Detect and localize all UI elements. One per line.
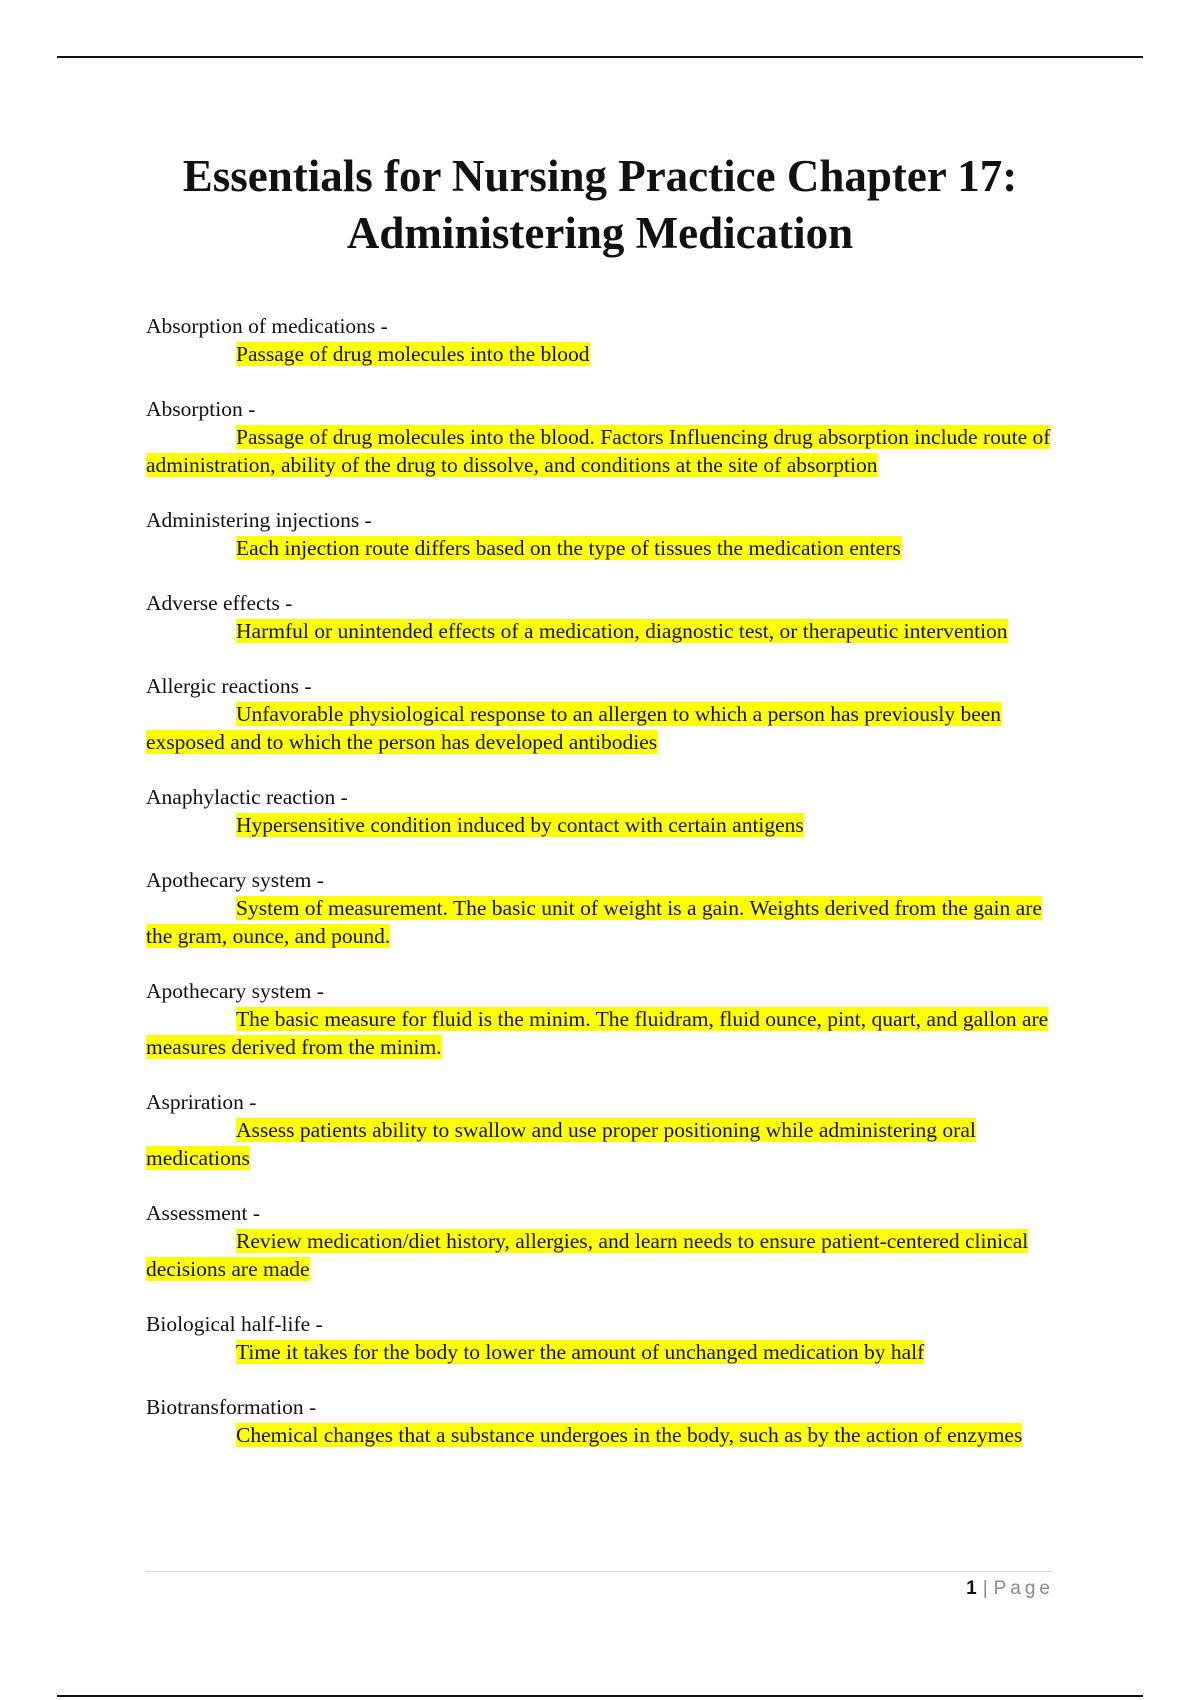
entry-definition bbox=[146, 340, 1056, 368]
entry-definition bbox=[146, 700, 1056, 756]
glossary-entry bbox=[146, 783, 1056, 839]
entry-definition bbox=[146, 1116, 1056, 1172]
page-label: Page bbox=[993, 1578, 1054, 1599]
footer-divider bbox=[146, 1571, 1053, 1572]
entry-definition bbox=[146, 617, 1056, 645]
entry-term: Apothecary system - bbox=[146, 979, 324, 1003]
glossary-entry bbox=[146, 866, 1056, 950]
title-line-2: Administering Medication bbox=[346, 208, 854, 258]
entry-definition bbox=[146, 894, 1056, 950]
definition-highlight: Assess patients ability to swallow and use proper positioning while administering oral medications bbox=[146, 1118, 976, 1170]
page-number: 1 bbox=[966, 1578, 977, 1599]
definition-highlight: Harmful or unintended effects of a medication, diagnostic test, or therapeutic intervention bbox=[236, 619, 1008, 643]
glossary-entry bbox=[146, 506, 1056, 562]
glossary-entry bbox=[146, 1393, 1056, 1449]
definition-highlight: Hypersensitive condition induced by contact with certain antigens bbox=[236, 813, 804, 837]
entry-term: Apothecary system - bbox=[146, 868, 324, 892]
top-rule bbox=[57, 56, 1143, 58]
footer-separator: | bbox=[982, 1578, 988, 1599]
entry-term: Adverse effects - bbox=[146, 591, 293, 615]
entry-term: Allergic reactions - bbox=[146, 674, 312, 698]
entry-definition bbox=[146, 811, 1056, 839]
entry-definition bbox=[146, 1421, 1056, 1449]
definition-highlight: Time it takes for the body to lower the amount of unchanged medication by half bbox=[236, 1340, 925, 1364]
definition-highlight: Unfavorable physiological response to an allergen to which a person has previously been exsposed and to which the person has developed antibodies bbox=[146, 702, 1002, 754]
glossary-entry bbox=[146, 1088, 1056, 1172]
glossary-entry bbox=[146, 672, 1056, 756]
definition-highlight: Passage of drug molecules into the blood. Factors Influencing drug absorption include route of administration, ability of the drug to dissolve, and conditions at the site of absorption bbox=[146, 425, 1051, 477]
bottom-rule bbox=[57, 1695, 1143, 1697]
entry-definition bbox=[146, 423, 1056, 479]
glossary-entry bbox=[146, 977, 1056, 1061]
entry-term: Assessment - bbox=[146, 1201, 261, 1225]
page-title bbox=[100, 148, 1100, 262]
glossary-entry bbox=[146, 1310, 1056, 1366]
entry-definition bbox=[146, 1005, 1056, 1061]
entry-definition bbox=[146, 1227, 1056, 1283]
glossary-entry bbox=[146, 1199, 1056, 1283]
entry-term: Administering injections - bbox=[146, 508, 372, 532]
page-footer bbox=[966, 1577, 1054, 1601]
glossary-entry bbox=[146, 312, 1056, 368]
glossary-entry bbox=[146, 589, 1056, 645]
definition-highlight: The basic measure for fluid is the minim. The fluidram, fluid ounce, pint, quart, and gallon are measures derived from the minim. bbox=[146, 1007, 1049, 1059]
glossary-entry bbox=[146, 395, 1056, 479]
definition-highlight: Review medication/diet history, allergies, and learn needs to ensure patient-centered clinical decisions are made bbox=[146, 1229, 1029, 1281]
title-line-1: Essentials for Nursing Practice Chapter 17: bbox=[182, 151, 1018, 201]
definition-highlight: Passage of drug molecules into the blood bbox=[236, 342, 590, 366]
definition-highlight: Each injection route differs based on the type of tissues the medication enters bbox=[236, 536, 901, 560]
glossary-list bbox=[146, 312, 1056, 1476]
entry-definition bbox=[146, 534, 1056, 562]
definition-highlight: Chemical changes that a substance undergoes in the body, such as by the action of enzymes bbox=[236, 1423, 1023, 1447]
entry-term: Absorption of medications - bbox=[146, 314, 388, 338]
entry-term: Absorption - bbox=[146, 397, 256, 421]
entry-definition bbox=[146, 1338, 1056, 1366]
entry-term: Anaphylactic reaction - bbox=[146, 785, 348, 809]
entry-term: Aspriration - bbox=[146, 1090, 257, 1114]
entry-term: Biotransformation - bbox=[146, 1395, 317, 1419]
definition-highlight: System of measurement. The basic unit of weight is a gain. Weights derived from the gain are the gram, ounce, and pound. bbox=[146, 896, 1042, 948]
entry-term: Biological half-life - bbox=[146, 1312, 323, 1336]
